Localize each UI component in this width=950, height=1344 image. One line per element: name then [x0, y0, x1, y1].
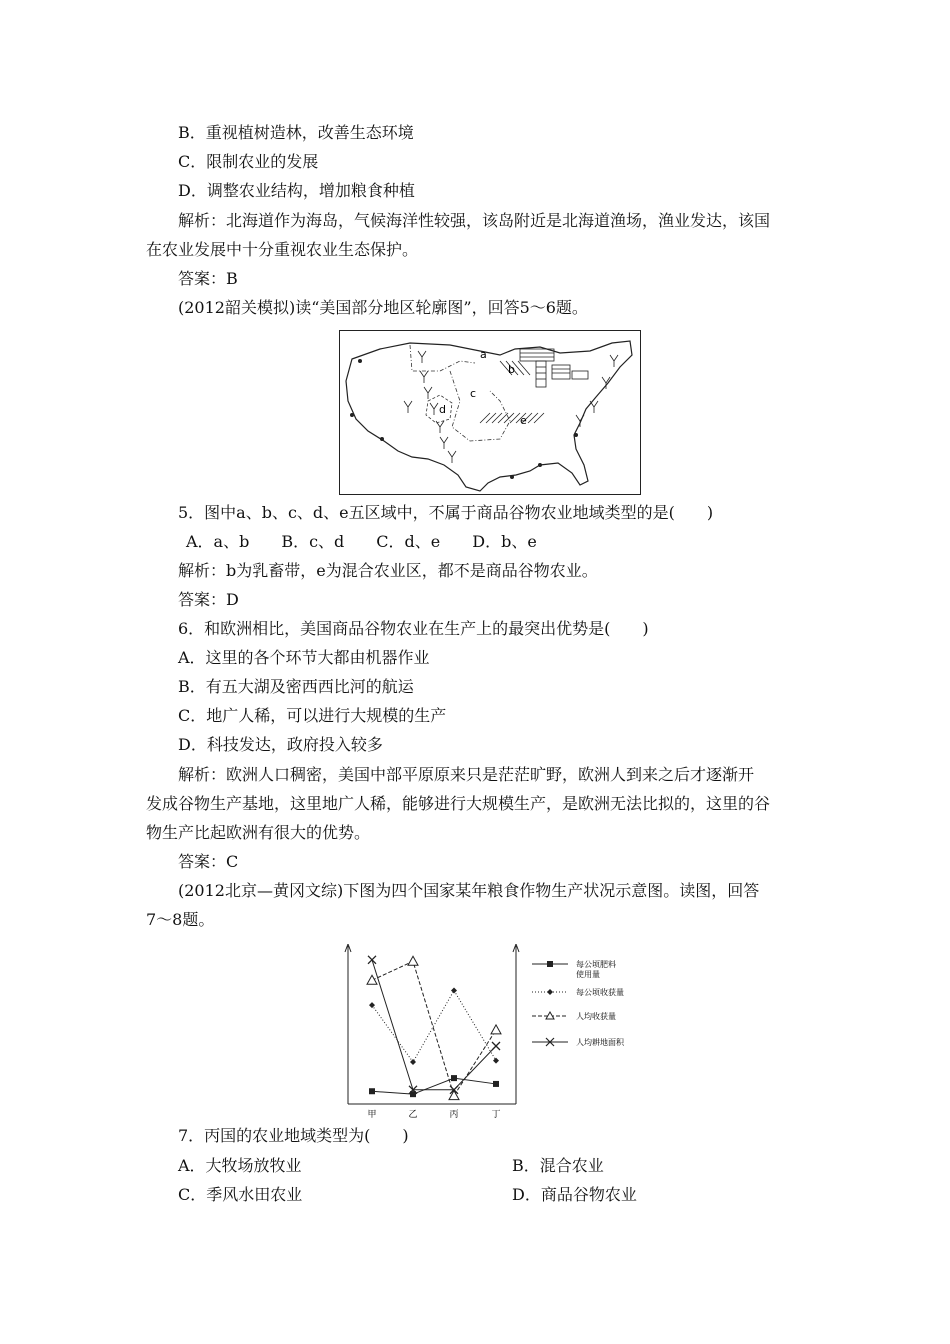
q7-option-a: A．大牧场放牧业: [178, 1156, 302, 1175]
q5-stem: 5．图中a、b、c、d、e五区域中，不属于商品谷物农业地域类型的是( ): [178, 503, 714, 522]
great-lakes: [520, 349, 588, 387]
q7-option-d: D．商品谷物农业: [512, 1185, 637, 1204]
series-1-point-1: [410, 1059, 416, 1065]
map-label-a: a: [480, 348, 487, 361]
intro-7-8-line1: (2012北京—黄冈文综)下图为四个国家某年粮食作物生产状况示意图。读图，回答: [178, 881, 760, 900]
series-1-point-3: [493, 1058, 499, 1064]
legend-label-land-per-capita: 人均耕地面积: [576, 1038, 624, 1047]
q7-option-b: B．混合农业: [512, 1156, 604, 1175]
series-line-3: [372, 960, 496, 1090]
q6-analysis-line3: 物生产比起欧洲有很大的优势。: [146, 823, 371, 842]
q6-analysis-line1: 解析：欧洲人口稠密，美国中部平原原来只是茫茫旷野，欧洲人到来之后才逐渐开: [178, 765, 755, 784]
grain-production-chart: [336, 944, 666, 1128]
legend-label-yield-per-ha: 每公顷收获量: [576, 988, 624, 997]
legend-marker-diamond: [547, 989, 553, 995]
series-2-point-1: [408, 956, 418, 965]
q7-option-c: C．季风水田农业: [178, 1185, 303, 1204]
series-1-point-0: [369, 1002, 375, 1008]
q4-answer: 答案：B: [178, 269, 238, 288]
series-0-point-0: [369, 1088, 375, 1094]
q6-option-a: A．这里的各个环节大都由机器作业: [178, 648, 430, 667]
series-line-2: [372, 961, 496, 1095]
series-2-point-2: [449, 1091, 459, 1100]
region-b-hatch: [500, 361, 530, 375]
x-tick-label-2: 丙: [449, 1110, 459, 1120]
legend-marker-square: [547, 961, 553, 967]
q6-answer: 答案：C: [178, 852, 239, 871]
q5-answer: 答案：D: [178, 590, 239, 609]
series-line-1: [372, 991, 496, 1063]
usa-map-figure: [339, 330, 641, 495]
series-0-point-3: [493, 1081, 499, 1087]
q4-option-c: C．限制农业的发展: [178, 152, 319, 171]
q4-option-d: D．调整农业结构，增加粮食种植: [178, 181, 415, 200]
region-e-hatch: [480, 413, 544, 423]
series-line-0: [372, 1078, 496, 1094]
tick-layer: [367, 1109, 500, 1120]
series-layer: [367, 956, 501, 1100]
q4-option-b: B．重视植树造林，改善生态环境: [178, 123, 414, 142]
series-3-point-0: [368, 956, 376, 964]
q4-analysis-line1: 解析：北海道作为海岛，气候海洋性较强，该岛附近是北海道渔场，渔业发达，该国: [178, 211, 771, 230]
chart-svg: [336, 944, 666, 1128]
q5-analysis: 解析：b为乳畜带，e为混合农业区，都不是商品谷物农业。: [178, 561, 598, 580]
map-label-b: b: [508, 363, 515, 376]
map-label-d: d: [439, 403, 446, 416]
q5-options: A．a、b B．c、d C．d、e D．b、e: [186, 532, 537, 551]
q6-option-b: B．有五大湖及密西西比河的航运: [178, 677, 414, 696]
legend-label-yield-per-capita: 人均收获量: [576, 1012, 616, 1021]
map-label-c: c: [470, 387, 477, 400]
usa-outline: [346, 341, 632, 491]
intro-7-8-line2: 7～8题。: [146, 910, 215, 929]
chart-legend: [532, 959, 625, 1047]
x-tick-label-1: 乙: [408, 1110, 418, 1120]
legend-label-fertilizer-2: 使用量: [576, 970, 600, 979]
x-tick-label-3: 丁: [491, 1110, 501, 1120]
region-boundary-a: [410, 345, 475, 371]
series-3-point-3: [492, 1042, 500, 1050]
q7-stem: 7．丙国的农业地域类型为( ): [178, 1126, 409, 1145]
q6-option-d: D．科技发达，政府投入较多: [178, 735, 383, 754]
legend-label-fertilizer-1: 每公顷肥料: [576, 960, 616, 969]
series-2-point-0: [367, 975, 377, 984]
map-label-e: e: [520, 414, 527, 427]
series-0-point-2: [451, 1075, 457, 1081]
q6-analysis-line2: 发成谷物生产基地，这里地广人稀，能够进行大规模生产，是欧洲无法比拟的，这里的谷: [146, 794, 771, 813]
series-2-point-3: [491, 1025, 501, 1034]
series-1-point-2: [451, 988, 457, 994]
x-tick-label-0: 甲: [367, 1110, 377, 1120]
q6-option-c: C．地广人稀，可以进行大规模的生产: [178, 706, 447, 725]
coast-cities: [350, 359, 578, 479]
usa-map-svg: [340, 331, 640, 494]
q4-analysis-line2: 在农业发展中十分重视农业生态保护。: [146, 240, 419, 259]
region-boundary-c: [450, 371, 510, 441]
q6-stem: 6．和欧洲相比，美国商品谷物农业在生产上的最突出优势是( ): [178, 619, 649, 638]
intro-5-6: (2012韶关模拟)读“美国部分地区轮廓图”，回答5～6题。: [178, 298, 588, 317]
